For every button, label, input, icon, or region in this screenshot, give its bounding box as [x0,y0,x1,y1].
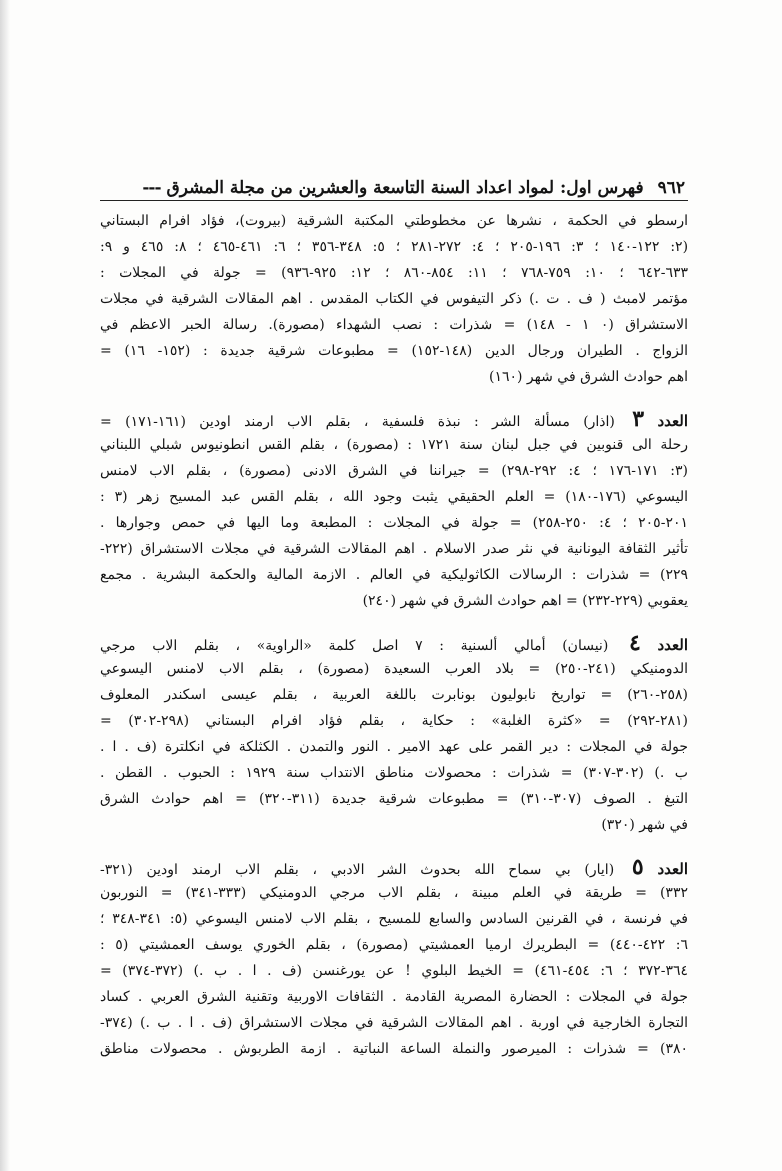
text-line: التبغ . الصوف (٣٠٧-٣١٠) = مطبوعات شرقية جديدة (٣١١-٣٢٠) = اهم حوادث الشرق [100,791,688,807]
text-line: ٢٢٩) = شذرات : الرسالات الكاثوليكية في العالم . الازمة المالية والحكمة البشرية . مجمع [100,567,688,583]
text-line: ٢٠١-٢٠٥ ؛ ٤: ٢٥٠-٢٥٨) = جولة في المجلات : المطبعة وما اليها في حمص وجوارها . [100,515,688,531]
running-title: فهرس اول: لمواد اعداد السنة التاسعة والعشرين من مجلة المشرق [166,178,644,198]
text-line: (٣: ١٧١-١٧٦ ؛ ٤: ٢٩٢-٢٩٨) = جيراننا في الشرق الادنى (مصورة) ، بقلم الاب لامنس [100,463,688,479]
text-line: الاستشراق (٠ ١ - ١٤٨) = شذرات : نصب الشهداء (مصورة). رسالة الحبر الاعظم في [100,317,688,333]
text-line: جولة في المجلات : دير القمر على عهد الامير . النور والتمدن . الكثلكة في انكلترة (ف . ا . [100,739,688,755]
issue-number: ٤ [628,630,641,656]
text-line [100,630,688,656]
text-line: ٣٨٠) = شذرات : الميرصور والنملة الساعة النباتية . ازمة الطربوش . محصولات مناطق [100,1041,688,1057]
text-line: تأثير الثقافة اليونانية في نثر صدر الاسلام . اهم المقالات الشرقية في مجلات الاستشراق (٢٢٢- [100,541,688,557]
page-number: ٩٦٢ [657,178,685,198]
text-line: التجارة الخارجية في اوربة . اهم المقالات الشرقية في مجلات الاستشراق (ف . ا . ب .) (٣٧٤- [100,1015,688,1031]
text-line: ب .) (٣٠٢-٣٠٧) = شذرات : محصولات مناطق الانتداب سنة ١٩٢٩ : الحبوب . القطن . [100,765,688,781]
text-line: في فرنسة ، في القرنين السادس والسابع للمسيح ، بقلم الاب لامنس اليسوعي (٥: ٣٤١-٣٤٨ ؛ [100,911,688,927]
issue-number: ٥ [631,854,644,880]
issue-label: العدد [657,636,688,654]
text-line: اهم حوادث الشرق في شهر (١٦٠) [488,369,688,385]
text-line: (٢٨١-٢٩٢) = «كثرة الغلبة» : حكاية ، بقلم فؤاد افرام البستاني (٢٩٨-٣٠٢) = [100,713,688,729]
header-dash: --- [142,178,161,198]
text-line: جولة في المجلات : الحضارة المصرية القادمة . الثقافات الاوربية وتقنية الشرق العربي . كساد [100,989,688,1005]
section-issue-3 [100,406,688,614]
text-line: (٢٥٨-٢٦٠) = تواريخ نابوليون بونابرت باللغة العربية ، بقلم عيسى اسكندر المعلوف [100,687,688,703]
page-spine-shadow [0,0,10,1171]
page-header [100,164,685,198]
text-line: ٣٣٢) = طريقة في العلم مبينة ، بقلم الاب مرجي الدومنيكي (٣٣٣-٣٤١) = النوربون [100,885,688,901]
text-line [100,854,688,880]
section-issue-4 [100,630,688,838]
section-intro [100,208,688,390]
header-rule [100,200,688,201]
text-line: ارسطو في الحكمة ، نشرها عن مخطوطتي المكتبة الشرقية (بيروت)، فؤاد افرام البستاني [100,213,688,229]
text-line: رحلة الى قنوبين في جبل لبنان سنة ١٧٢١ : (مصورة) ، بقلم القس انطونيوس شبلي اللبناني [100,437,688,453]
issue-label: العدد [657,860,688,878]
text-line: اليسوعي (١٧٦-١٨٠) = العلم الحقيقي يثبت وجود الله ، بقلم القس عبد المسيح زهر (٣ : [100,489,688,505]
issue-number: ٣ [632,406,645,432]
text-line: يعقوبي (٢٢٩-٢٣٢) = اهم حوادث الشرق في شهر (٢٤٠) [362,593,688,609]
text-line: الدومنيكي (٢٤١-٢٥٠) = بلاد العرب السعيدة (مصورة) ، بقلم الاب لامنس اليسوعي [100,661,688,677]
issue-first-line: (اذار) مسألة الشر : نبذة فلسفية ، بقلم الاب ارمند اودين (١٦١-١٧١) = [100,414,615,430]
issue-label: العدد [657,412,688,430]
text-line: الزواج . الطيران ورجال الدين (١٤٨-١٥٢) = مطبوعات شرقية جديدة : (١٥٢- ١٦) = [100,343,688,359]
index-content [100,208,688,1078]
issue-first-line: (نيسان) أمالي ألسنية : ٧ اصل كلمة «الراوية» ، بقلم الاب مرجي [100,638,609,654]
text-line: ٦: ٤٢٢-٤٤٠) = البطريرك ارميا العمشيتي (مصورة) ، بقلم الخوري يوسف العمشيتي (٥ : [100,937,688,953]
text-line: في شهر (٣٢٠) [601,817,688,833]
issue-first-line: (ايار) بي سماح الله بحدوث الشر الادبي ، بقلم الاب ارمند اودين (٣٢١- [100,862,615,878]
text-line: (٢: ١٢٢-١٤٠ ؛ ٣: ١٩٦-٢٠٥ ؛ ٤: ٢٧٢-٢٨١ ؛ ٥: ٣٤٨-٣٥٦ ؛ ٦: ٤٦١-٤٦٥ ؛ ٨: ٤٦٥ و ٩: [100,239,688,255]
text-line: ٣٦٤-٣٧٢ ؛ ٦: ٤٥٤-٤٦١) = الخيط البلوي ! عن يورغنسن (ف . ا . ب .) (٣٧٢-٣٧٤) = [100,963,688,979]
section-issue-5 [100,854,688,1062]
text-line [100,406,688,432]
text-line: ٦٣٣-٦٤٢ ؛ ١٠: ٧٥٩-٧٦٨ ؛ ١١: ٨٥٤-٨٦٠ ؛ ١٢: ٩٢٥-٩٣٦) = جولة في المجلات : [100,265,688,281]
text-line: مؤتمر لامبث ( ف . ت .) ذكر التيفوس في الكتاب المقدس . اهم المقالات الشرقية في مجلات [100,291,688,307]
